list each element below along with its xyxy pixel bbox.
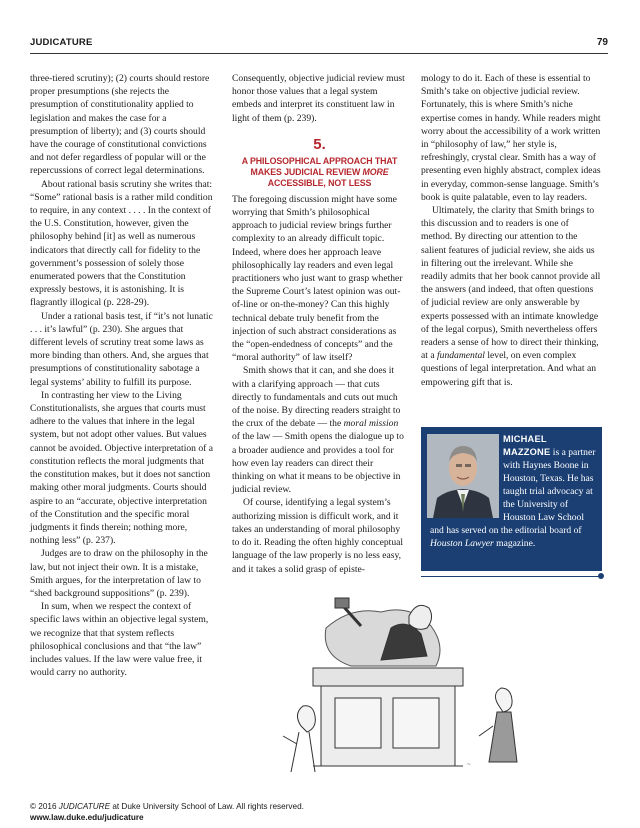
bio-emphasis: Houston Lawyer: [430, 538, 494, 549]
bio-text-run: magazine.: [493, 538, 536, 549]
paragraph: In contrasting her view to the Living Constitutionalists, she argues that courts must adhere to the values that inhere in the legal system, but not adopt other values. But values cannot be avoided. Objective interpretation of a constitution reflects the moral judgments that the constitution makes, but it does not sanction making other moral judgments. Courts should aspire to an “accurate, objective interpretation of the Constitution and the specific moral judgments it finds therein; nothing more, nothing less” (p. 237).: [30, 389, 214, 547]
author-bio-text: [430, 433, 596, 550]
copyright-line: [30, 801, 304, 812]
running-header: [30, 37, 608, 51]
copyright-journal: JUDICATURE: [58, 802, 111, 811]
page-footer: [30, 801, 304, 823]
journal-name: JUDICATURE: [30, 37, 93, 48]
block-quote: “Some” rational basis is a rather mild condition to require, in any context . . . . In the context of the U.S. Constitution, however, given the philosophy behind [it] as well as numerous indicators that directly call for fidelity to the government’s possession of solely those enumerated powers that the Constitution expressly bestows, it is astonishing. It is flagrantly illogical (p. 228-29).: [30, 191, 213, 309]
paragraph: three-tiered scrutiny); (2) courts should restore proper presumptions (she rejects the presumption of constitutionality applied to legislation and makes the case for a presumption of liberty); and (3) courts should have the courage of constitutional convictions and not defer regardless of popular will or the repercussions of correct legal determinations.: [30, 73, 210, 177]
section-heading-part: A PHILOSOPHICAL APPROACH THAT MAKES JUDICIAL REVIEW: [241, 155, 398, 177]
bio-rule: [421, 576, 602, 577]
text-run: of the law — Smith opens the dialogue up to a broader audience and provides a tool for how even lay readers can direct their thinking on what it means to be objective in judicial review.: [232, 431, 404, 496]
header-rule: [30, 53, 608, 54]
copyright-text: at Duke University School of Law. All rights reserved.: [110, 802, 304, 811]
emphasis: moral mission: [343, 418, 399, 430]
text-run: level, on even complex questions of legal interpretation. And what an empowering gift that is.: [421, 350, 597, 388]
paragraph: Of course, identifying a legal system’s authorizing mission is difficult work, and it takes an understanding of moral philosophy to do it. Reading the often highly conceptual language of the law properly is no less easy, and it takes a solid grasp of episte-: [232, 497, 404, 575]
text-run: Smith shows that it can, and she does it with a clarifying approach — that cuts directly to fundamentals and cuts out much of the noise. By directing readers straight to the crux of the debate — the: [232, 365, 401, 430]
footer-url-link[interactable]: www.law.duke.edu/judicature: [30, 813, 144, 822]
paragraph: Consequently, objective judicial review must honor those values that a legal system embeds and interpret its constituent law in light of them (p. 239).: [232, 73, 405, 124]
section-number: 5.: [313, 135, 326, 153]
section-heading: [232, 156, 407, 189]
bio-text-run: is a partner with Haynes Boone in Houston, Texas. He has taught trial advocacy at the University of Houston Law School and has served on the editorial board of: [430, 447, 596, 536]
paragraph: Judges are to draw on the philosophy in the law, but not inject their own. It is a mistake, Smith argues, for the interpretation of law to “shed background suppositions” (p. 239).: [30, 548, 208, 599]
author-bio-box: [421, 427, 602, 571]
column-1: [30, 72, 214, 679]
paragraph: [421, 204, 601, 389]
paragraph: About rational basis scrutiny she writes that:: [41, 178, 213, 190]
svg-text:~: ~: [467, 762, 471, 768]
emphasis: fundamental: [436, 350, 485, 362]
paragraph: mology to do it. Each of these is essential to Smith’s take on objective judicial review. Fortunately, this is where Smith’s niche expertise comes in handy. While readers might worry about the accessibility of a work written in “philosophy of law,” her style is, refreshingly, crystal clear. Smith has a way of presenting even highly abstract, complex ideas in everyday, common-sense language. Smith’s book is quite palatable, even to lay readers.: [421, 73, 601, 203]
bio-rule-dot: [598, 573, 604, 579]
paragraph: The foregoing discussion might have some worrying that Smith’s philosophical approach to judicial review brings further complexity to an already difficult topic. Indeed, where does her approach leave philosophically lay readers and even legal practitioners who just want to grasp whether the Supreme Court’s latest opinion was out-of-line or on-the-money? Can this highly technical debate truly benefit from the injection of such abstract considerations as the “open-endedness of concepts” and the “moral authority” of law itself?: [232, 193, 403, 364]
author-name: MICHAEL MAZZONE: [503, 434, 551, 457]
section-heading-emphasis: MORE: [362, 166, 389, 177]
paragraph: In sum, when we respect the context of specific laws within an objective legal system, we recognize that that system reflects philosophical conclusions and that “the law” includes values. If the law were value free, it would carry no authority.: [30, 601, 209, 679]
paragraph: Under a rational basis test, if “it’s not lunatic . . . it’s lawful” (p. 230). She argues that different levels of scrutiny treat some laws as more binding than others. And, she argues that presumptions of constitutionality sabotage a legal systems’ ability to fulfill its purpose.: [30, 310, 213, 388]
courtroom-cartoon: [231, 586, 531, 782]
column-3: [421, 72, 601, 389]
text-run: Ultimately, the clarity that Smith brings to this discussion and to readers is one of method. By directing our attention to the salient features of judicial review, she aids us in filtering out the irrelevant. While she readily admits that her book cannot provide all the answers (and indeed, that often questions of judicial review are only answerable by experts possessed with an intimate knowledge of the legal corpus), Smith nevertheless offers readers a sense of how to direct their thinking, at a: [421, 205, 601, 362]
copyright-text: © 2016: [30, 802, 59, 811]
page-number: 79: [596, 37, 608, 48]
paragraph: [232, 364, 407, 496]
section-heading-part: ACCESSIBLE, NOT LESS: [267, 177, 372, 188]
column-2: [232, 72, 407, 576]
